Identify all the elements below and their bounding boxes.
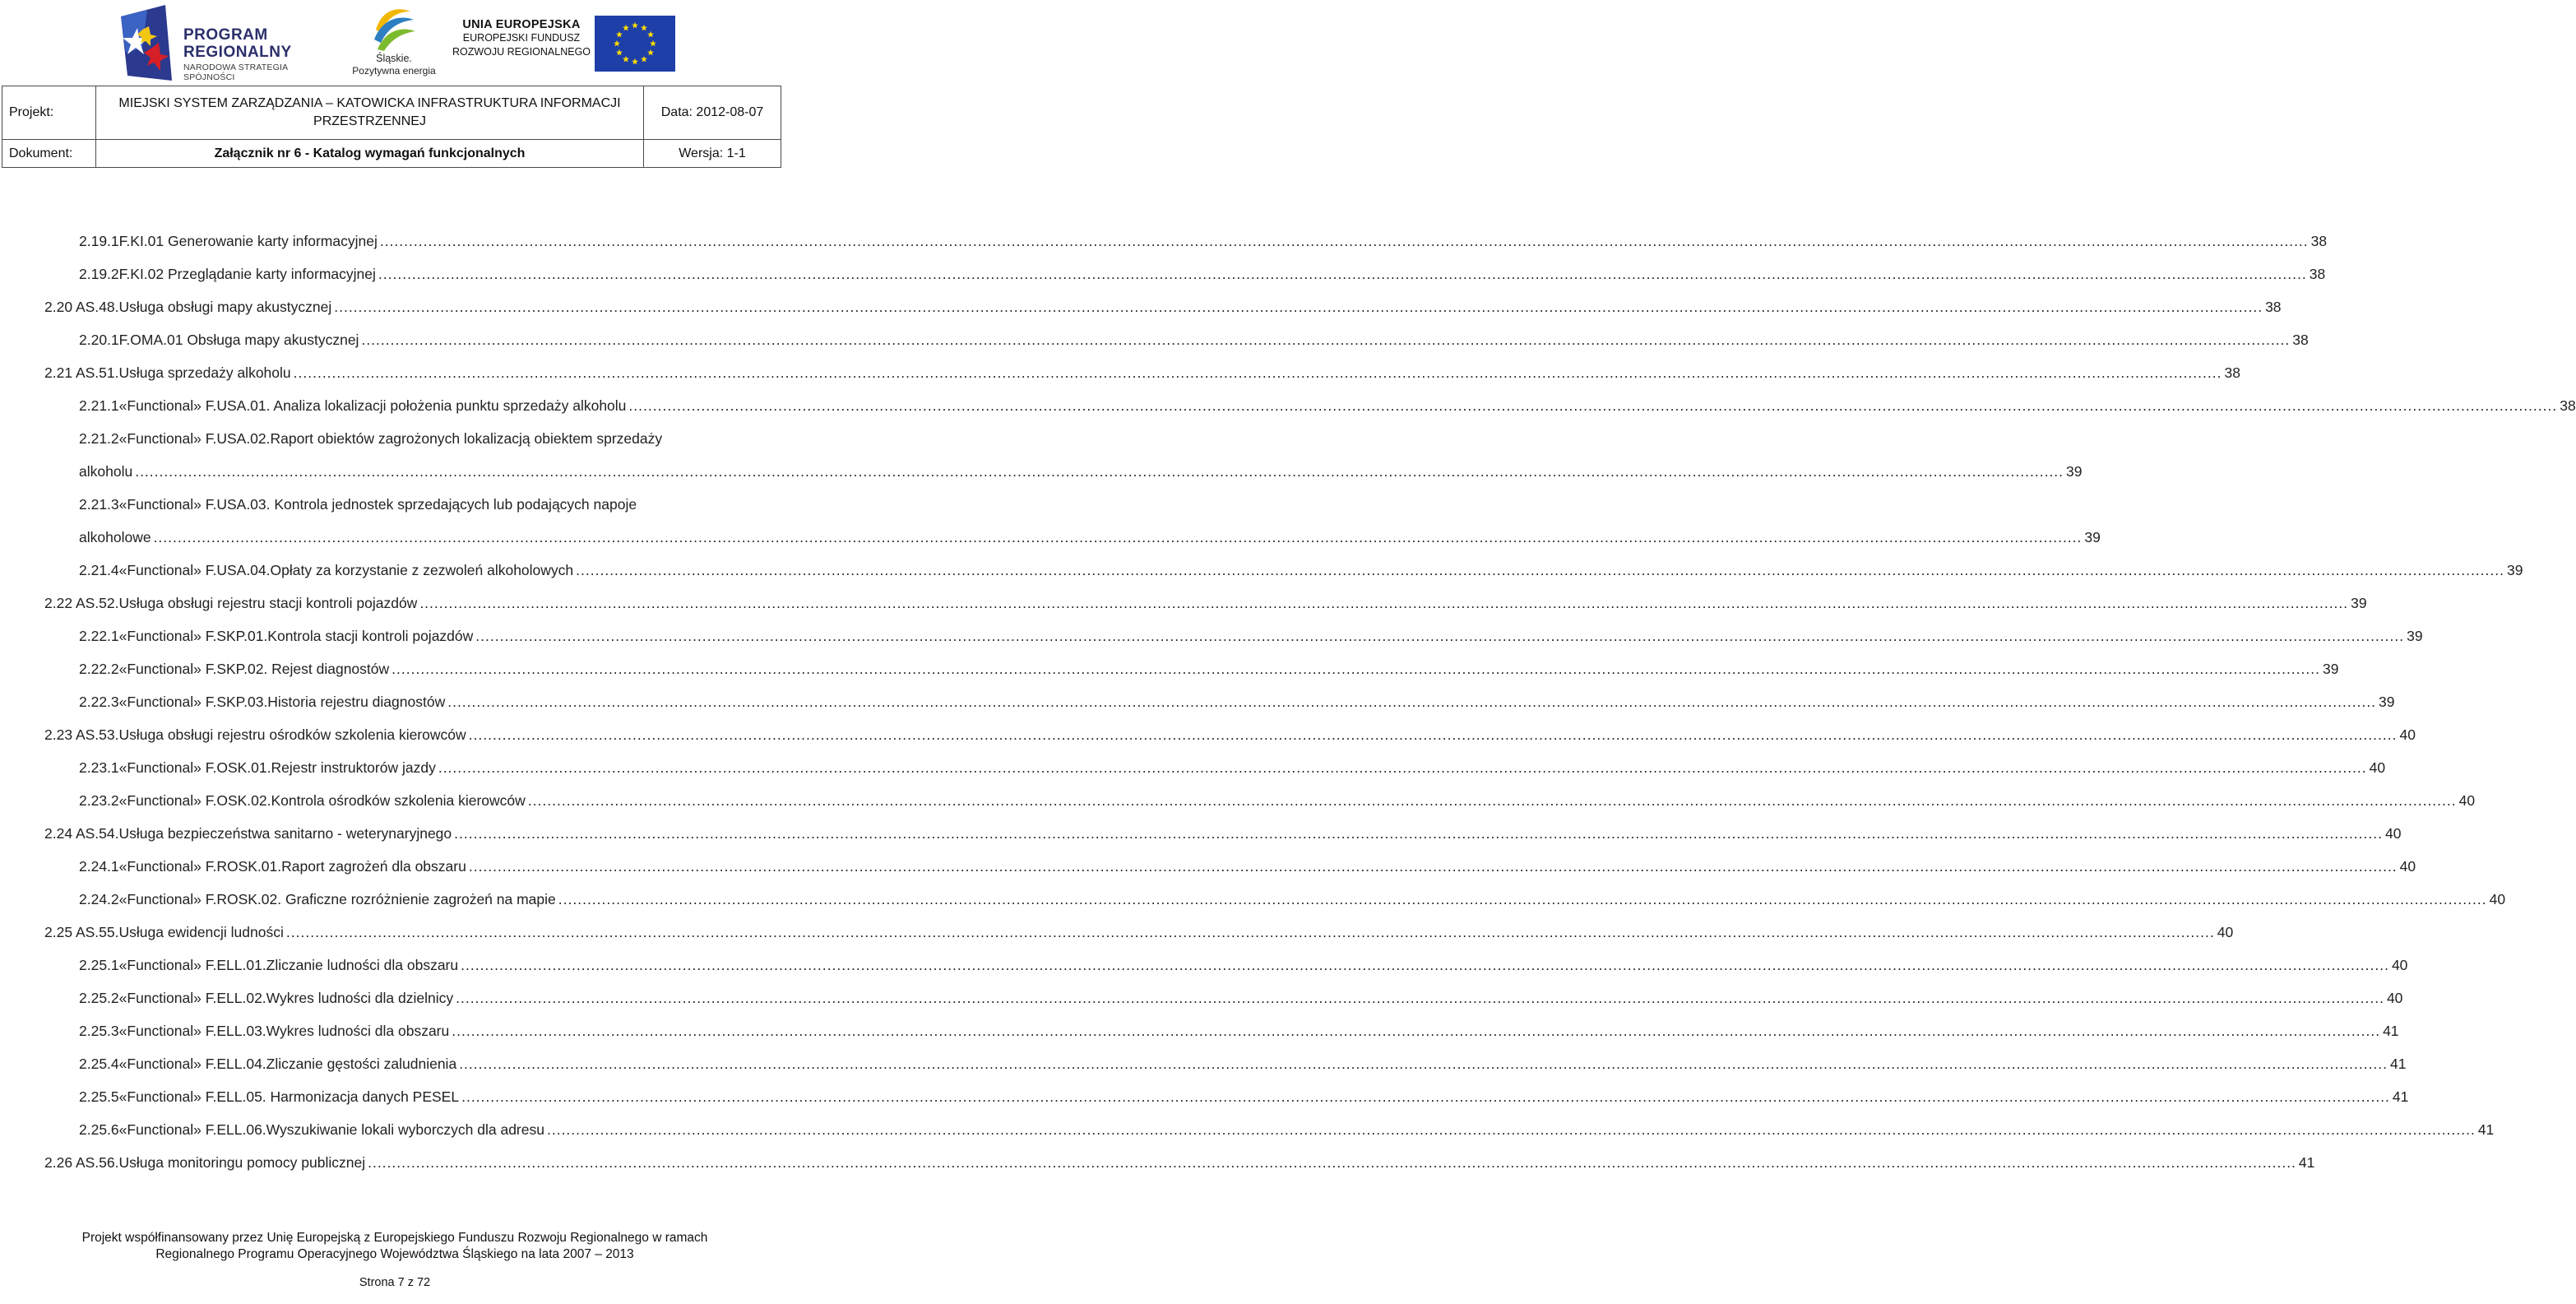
toc-entry[interactable] — [0, 1056, 2407, 1077]
toc-dot-leader: ................................................................................................................................................................................................................................................................................................................................................................................................................ — [447, 694, 2377, 710]
toc-page-number: 40 — [2399, 726, 2416, 743]
toc-page-number: 38 — [2265, 299, 2282, 315]
project-title-line2: PRZESTRZENNEJ — [313, 114, 426, 128]
toc-entry-title: 2.21.3«Functional» F.USA.03. Kontrola jednostek sprzedających lub podających napoje — [79, 496, 637, 513]
toc-entry[interactable] — [0, 726, 2416, 748]
toc-entry-title: 2.25.1«Functional» F.ELL.01.Zliczanie ludności dla obszaru — [79, 957, 459, 973]
toc-dot-leader: ................................................................................................................................................................................................................................................................................................................................................................................................................ — [391, 661, 2320, 677]
project-title-line1: MIEJSKI SYSTEM ZARZĄDZANIA – KATOWICKA INFRASTRUKTURA INFORMACJI — [118, 96, 621, 110]
toc-entry-title: 2.25.3«Functional» F.ELL.03.Wykres ludności dla obszaru — [79, 1023, 450, 1039]
toc-dot-leader: ................................................................................................................................................................................................................................................................................................................................................................................................................ — [628, 397, 2558, 414]
document-version: Wersja: 1-1 — [644, 140, 781, 168]
toc-dot-leader: ................................................................................................................................................................................................................................................................................................................................................................................................................ — [285, 924, 2215, 940]
toc-page-number: 41 — [2383, 1023, 2399, 1039]
eu-line2: EUROPEJSKI FUNDUSZ — [462, 32, 581, 44]
toc-entry-title: 2.22.1«Functional» F.SKP.01.Kontrola stacji kontroli pojazdów — [79, 628, 474, 644]
toc-entry[interactable] — [0, 364, 2240, 386]
project-label: Projekt: — [2, 86, 96, 140]
slaskie-name: Śląskie. — [376, 53, 412, 64]
toc-dot-leader: ................................................................................................................................................................................................................................................................................................................................................................................................................ — [378, 266, 2307, 282]
toc-entry[interactable] — [0, 825, 2402, 847]
toc-page-number: 41 — [2390, 1056, 2407, 1072]
toc-entry-title-continuation: alkoholu — [79, 463, 133, 480]
toc-page-number: 39 — [2066, 463, 2083, 480]
toc-entry[interactable] — [0, 694, 2395, 715]
toc-entry[interactable] — [0, 397, 2576, 419]
toc-dot-leader: ................................................................................................................................................................................................................................................................................................................................................................................................................ — [293, 364, 2222, 381]
toc-entry[interactable] — [0, 924, 2234, 945]
logo-strip — [0, 0, 790, 82]
toc-entry-title-continuation: alkoholowe — [79, 529, 151, 545]
toc-dot-leader: ................................................................................................................................................................................................................................................................................................................................................................................................................ — [135, 463, 2064, 480]
toc-page-number: 39 — [2506, 562, 2523, 578]
toc-dot-leader: ................................................................................................................................................................................................................................................................................................................................................................................................................ — [456, 990, 2384, 1006]
toc-entry[interactable] — [0, 266, 2326, 287]
toc-entry-title: 2.25 AS.55.Usługa ewidencji ludności — [44, 924, 284, 940]
footer-cofinancing-line1: Projekt współfinansowany przez Unię Europejską z Europejskiego Funduszu Rozwoju Regionalnego w ramach — [81, 1231, 708, 1245]
toc-entry-title: 2.20 AS.48.Usługa obsługi mapy akustycznej — [44, 299, 332, 315]
toc-entry-title: 2.24.2«Functional» F.ROSK.02. Graficzne rozróżnienie zagrożeń na mapie — [79, 891, 556, 907]
toc-dot-leader: ................................................................................................................................................................................................................................................................................................................................................................................................................ — [461, 1088, 2390, 1105]
toc-entry[interactable] — [0, 858, 2416, 879]
toc-entry-title: 2.21 AS.51.Usługa sprzedaży alkoholu — [44, 364, 291, 381]
program-regionalny-logo — [118, 5, 340, 81]
toc-entry[interactable] — [0, 430, 2083, 485]
toc-entry-title: 2.25.6«Functional» F.ELL.06.Wyszukiwanie lokali wyborczych dla adresu — [79, 1121, 544, 1138]
toc-entry-title: 2.19.2F.KI.02 Przeglądanie karty informacyjnej — [79, 266, 376, 282]
toc-page-number: 39 — [2351, 595, 2367, 611]
toc-entry-title: 2.23 AS.53.Usługa obsługi rejestru ośrodków szkolenia kierowców — [44, 726, 466, 743]
toc-dot-leader: ................................................................................................................................................................................................................................................................................................................................................................................................................ — [459, 1056, 2388, 1072]
toc-entry-title: 2.23.2«Functional» F.OSK.02.Kontrola ośrodków szkolenia kierowców — [79, 792, 526, 809]
eu-fund-logo — [451, 18, 592, 67]
toc-entry[interactable] — [0, 299, 2282, 320]
toc-page-number: 40 — [2384, 825, 2402, 842]
toc-entry[interactable] — [0, 628, 2423, 649]
toc-page-number: 41 — [2477, 1121, 2495, 1138]
toc-dot-leader: ................................................................................................................................................................................................................................................................................................................................................................................................................ — [379, 233, 2309, 249]
toc-page-number: 38 — [2560, 397, 2576, 414]
toc-dot-leader: ................................................................................................................................................................................................................................................................................................................................................................................................................ — [361, 332, 2291, 348]
toc-entry[interactable] — [0, 957, 2408, 978]
document-date: Data: 2012-08-07 — [644, 86, 781, 140]
toc-dot-leader: ................................................................................................................................................................................................................................................................................................................................................................................................................ — [576, 562, 2504, 578]
toc-dot-leader: ................................................................................................................................................................................................................................................................................................................................................................................................................ — [334, 299, 2263, 315]
slaskie-logo — [348, 5, 440, 79]
toc-entry-title: 2.25.4«Functional» F.ELL.04.Zliczanie gęstości zaludnienia — [79, 1056, 457, 1072]
document-title: Załącznik nr 6 - Katalog wymagań funkcjonalnych — [96, 140, 644, 168]
toc-dot-leader: ................................................................................................................................................................................................................................................................................................................................................................................................................ — [468, 858, 2398, 875]
toc-dot-leader: ................................................................................................................................................................................................................................................................................................................................................................................................................ — [438, 759, 2367, 776]
toc-entry-title: 2.23.1«Functional» F.OSK.01.Rejestr instruktorów jazdy — [79, 759, 436, 776]
toc-page-number: 39 — [2407, 628, 2423, 644]
slaskie-waves-icon — [371, 5, 417, 53]
program-line2: REGIONALNY — [183, 44, 292, 61]
toc-entry-title: 2.24.1«Functional» F.ROSK.01.Raport zagrożeń dla obszaru — [79, 858, 466, 875]
footer-cofinancing-line2: Regionalnego Programu Operacyjnego Województwa Śląskiego na lata 2007 – 2013 — [155, 1247, 634, 1261]
toc-entry[interactable] — [0, 759, 2386, 781]
eu-line3: ROZWOJU REGIONALNEGO — [452, 46, 591, 58]
toc-dot-leader: ................................................................................................................................................................................................................................................................................................................................................................................................................ — [153, 529, 2083, 545]
toc-entry[interactable] — [0, 562, 2523, 583]
toc-entry-title: 2.24 AS.54.Usługa bezpieczeństwa sanitarno - weterynaryjnego — [44, 825, 452, 842]
toc-entry[interactable] — [0, 496, 2101, 550]
toc-dot-leader: ................................................................................................................................................................................................................................................................................................................................................................................................................ — [468, 726, 2398, 743]
document-label: Dokument: — [2, 140, 96, 168]
toc-entry[interactable] — [0, 1023, 2399, 1044]
toc-page-number: 39 — [2322, 661, 2339, 677]
toc-entry-title: 2.22 AS.52.Usługa obsługi rejestru stacji kontroli pojazdów — [44, 595, 418, 611]
toc-entry[interactable] — [0, 595, 2367, 616]
project-title — [96, 86, 644, 140]
toc-dot-leader: ................................................................................................................................................................................................................................................................................................................................................................................................................ — [461, 957, 2389, 973]
toc-entry[interactable] — [0, 1088, 2409, 1110]
program-regionalny-emblem-icon — [118, 5, 182, 81]
toc-entry-title: 2.21.2«Functional» F.USA.02.Raport obiektów zagrożonych lokalizacją obiektem sprzedaży — [79, 430, 663, 447]
toc-entry-title: 2.26 AS.56.Usługa monitoringu pomocy publicznej — [44, 1154, 366, 1171]
page-number: Strona 7 z 72 — [359, 1276, 431, 1289]
toc-page-number: 40 — [2369, 759, 2386, 776]
toc-entry[interactable] — [0, 891, 2506, 912]
toc-page-number: 38 — [2292, 332, 2309, 348]
toc-entry[interactable] — [0, 1154, 2315, 1176]
toc-page-number: 40 — [2489, 891, 2506, 907]
toc-dot-leader: ................................................................................................................................................................................................................................................................................................................................................................................................................ — [558, 891, 2487, 907]
toc-entry-title: 2.19.1F.KI.01 Generowanie karty informacyjnej — [79, 233, 378, 249]
slaskie-tagline: Pozytywna energia — [352, 65, 436, 77]
toc-dot-leader: ................................................................................................................................................................................................................................................................................................................................................................................................................ — [452, 1023, 2381, 1039]
toc-entry[interactable] — [0, 233, 2328, 254]
toc-entry-title: 2.20.1F.OMA.01 Obsługa mapy akustycznej — [79, 332, 359, 348]
toc-page-number: 40 — [2399, 858, 2416, 875]
toc-page-number: 40 — [2386, 990, 2403, 1006]
toc-entry[interactable] — [0, 332, 2309, 353]
program-line3: NARODOWA STRATEGIA SPÓJNOŚCI — [183, 63, 288, 82]
toc-entry-title: 2.22.2«Functional» F.SKP.02. Rejest diagnostów — [79, 661, 390, 677]
toc-page-number: 39 — [2379, 694, 2395, 710]
toc-dot-leader: ................................................................................................................................................................................................................................................................................................................................................................................................................ — [546, 1121, 2476, 1138]
toc-dot-leader: ................................................................................................................................................................................................................................................................................................................................................................................................................ — [454, 825, 2383, 842]
toc-page-number: 39 — [2084, 529, 2101, 545]
toc-entry-title: 2.25.5«Functional» F.ELL.05. Harmonizacja danych PESEL — [79, 1088, 460, 1105]
toc-entry-title: 2.21.1«Functional» F.USA.01. Analiza lokalizacji położenia punktu sprzedaży alkoholu — [79, 397, 627, 414]
toc-entry-title: 2.21.4«Functional» F.USA.04.Opłaty za korzystanie z zezwoleń alkoholowych — [79, 562, 574, 578]
toc-page-number: 40 — [2458, 792, 2476, 809]
toc-entry[interactable] — [0, 661, 2339, 682]
toc-dot-leader: ................................................................................................................................................................................................................................................................................................................................................................................................................ — [368, 1154, 2296, 1171]
toc-page-number: 41 — [2298, 1154, 2315, 1171]
toc-page-number: 38 — [2309, 266, 2326, 282]
toc-dot-leader: ................................................................................................................................................................................................................................................................................................................................................................................................................ — [419, 595, 2349, 611]
program-line1: PROGRAM — [183, 26, 268, 44]
toc-entry-title: 2.25.2«Functional» F.ELL.02.Wykres ludności dla dzielnicy — [79, 990, 454, 1006]
document-header-table — [2, 86, 781, 168]
eu-line1: UNIA EUROPEJSKA — [462, 18, 581, 31]
toc-page-number: 41 — [2392, 1088, 2409, 1105]
toc-entry[interactable] — [0, 792, 2476, 814]
toc-page-number: 38 — [2224, 364, 2240, 381]
toc-entry[interactable] — [0, 990, 2403, 1011]
toc-dot-leader: ................................................................................................................................................................................................................................................................................................................................................................................................................ — [527, 792, 2457, 809]
eu-flag-icon — [595, 16, 675, 72]
toc-page-number: 38 — [2310, 233, 2328, 249]
toc-entry-title: 2.22.3«Functional» F.SKP.03.Historia rejestru diagnostów — [79, 694, 446, 710]
toc-page-number: 40 — [2391, 957, 2408, 973]
toc-page-number: 40 — [2217, 924, 2234, 940]
toc-entry[interactable] — [0, 1121, 2495, 1143]
toc-dot-leader: ................................................................................................................................................................................................................................................................................................................................................................................................................ — [475, 628, 2405, 644]
